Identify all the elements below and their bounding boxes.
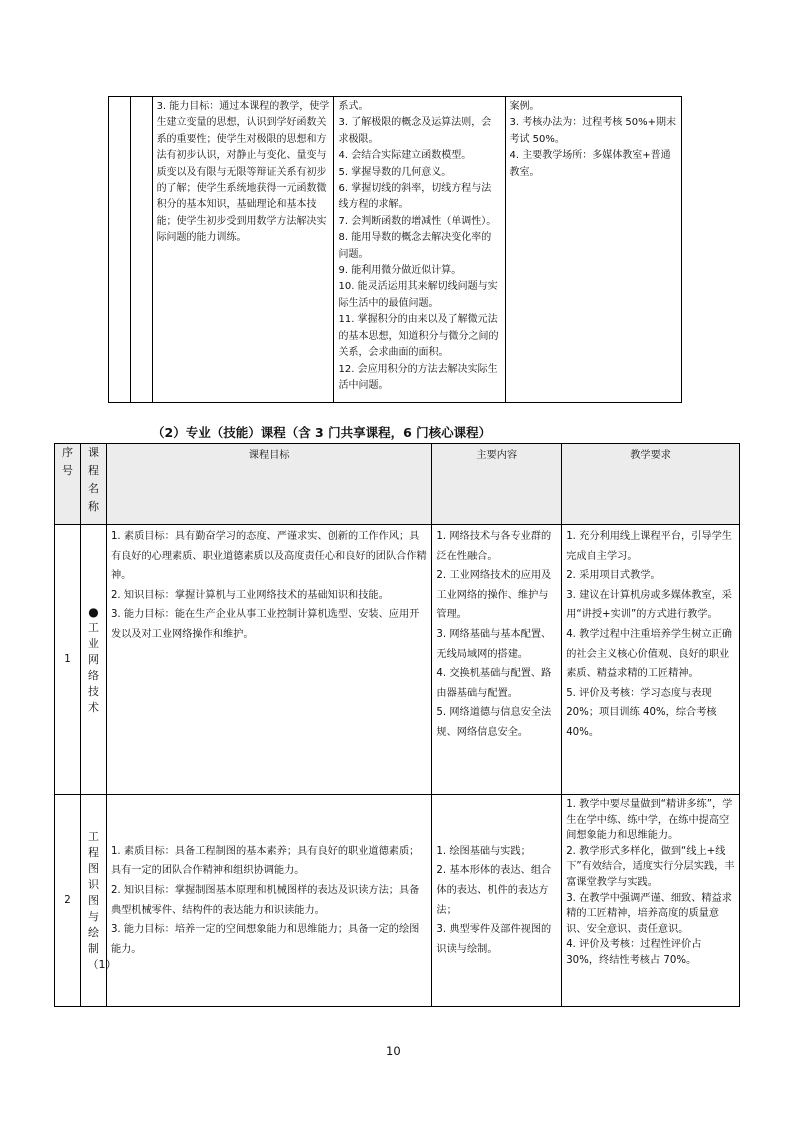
empty-number-cell — [109, 97, 131, 403]
table-row — [55, 795, 740, 1007]
goal-cell — [152, 97, 334, 403]
content-item: 6. 掌握切线的斜率，切线方程与法线方程的求解。 — [338, 183, 492, 211]
table-row — [55, 525, 740, 795]
continued-course-table — [108, 96, 682, 403]
requirement-item: 4. 主要教学场所：多媒体教室+普通教室。 — [509, 150, 671, 178]
header-teaching-requirements: 教学要求 — [562, 444, 740, 525]
content-item: 系式。 — [338, 101, 369, 112]
goal-item: 1. 素质目标：具有勤奋学习的态度、严谨求实、创新的工作作风；具有良好的心理素质、职业道德素质以及高度责任心和良好的团队合作精神。 — [110, 531, 427, 582]
content-item: 4. 会结合实际建立函数模型。 — [338, 150, 472, 162]
goal-item: 3. 能力目标：能在生产企业从事工业控制计算机选型、安装、应用开发以及对工业网络操作和维护。 — [110, 609, 420, 640]
goal-item: 2. 知识目标：掌握计算机与工业网络技术的基础知识和技能。 — [110, 589, 389, 601]
content-item: 5. 网络道德与信息安全法规、网络信息安全。 — [436, 707, 552, 738]
requirement-cell — [562, 525, 740, 795]
header-number: 序号 — [55, 444, 81, 525]
section-caption: （2）专业（技能）课程（含 3 门共享课程，6 门核心课程） — [152, 425, 492, 440]
requirement-cell — [562, 795, 740, 1007]
goal-item: 3. 能力目标：通过本课程的教学，使学生建立变量的思想，认识到学好函数关系的重要性；使学生对极限的思想和方法有初步认识，对静止与变化、量变与质变以及有限与无限等辩证关系有初步的了解；使学生系统地获得一元函数微积分的基本知识，基础理论和基本技能；使学生初步受到用数学方法解决实际问题的能力训练。 — [156, 101, 330, 244]
content-cell — [432, 525, 562, 795]
goal-cell — [106, 795, 431, 1007]
requirement-item: 2. 采用项目式教学。 — [566, 570, 661, 582]
content-item: 12. 会应用积分的方法去解决实际生活中问题。 — [338, 363, 498, 391]
requirement-item: 3. 建议在计算机房或多媒体教室，采用“讲授+实训”的方式进行教学。 — [566, 589, 732, 621]
content-item: 1. 网络技术与各专业群的泛在性融合。 — [436, 531, 552, 562]
requirement-item: 2. 教学形式多样化，做到“线上+线下”有效结合，适度实行分层实践，丰富课堂教学与实践。 — [566, 845, 735, 888]
content-item: 8. 能用导数的概念去解决变化率的问题。 — [338, 232, 492, 260]
row-number: 2 — [55, 795, 81, 1007]
content-item: 3. 网络基础与基本配置、无线局域网的搭建。 — [436, 628, 552, 660]
header-main-content: 主要内容 — [432, 444, 562, 525]
content-item: 3. 了解极限的概念及运算法则，会求极限。 — [338, 117, 492, 145]
requirement-cell — [505, 97, 682, 403]
course-name: 工业网络技术 — [87, 620, 99, 714]
content-item: 7. 会判断函数的增减性（单调性）。 — [338, 215, 497, 227]
empty-name-cell — [130, 97, 152, 403]
requirement-item: 4. 评价及考核：过程性评价占 30%，终结性考核占 70%。 — [566, 939, 702, 966]
content-item: 2. 基本形体的表达、组合体的表达、机件的表达方法； — [436, 865, 552, 916]
content-item: 2. 工业网络技术的应用及工业网络的操作、维护与管理。 — [436, 570, 552, 621]
goal-item: 2. 知识目标：掌握制图基本原理和机械图样的表达及识读方法；具备典型机械零件、结构件的表达能力和识读能力。 — [110, 884, 420, 916]
course-name-cell — [80, 525, 106, 795]
core-course-bullet: ● — [88, 604, 99, 619]
requirement-item: 1. 充分利用线上课程平台，引导学生完成自主学习。 — [566, 531, 732, 562]
requirement-item: 3. 考核办法为：过程考核 50%+期末考试 50%。 — [509, 117, 677, 145]
requirement-item: 4. 教学过程中注重培养学生树立正确的社会主义核心价值观、良好的职业素质、精益求精的工匠精神。 — [566, 628, 732, 680]
course-name: 工程图识图与绘制（1） — [87, 829, 117, 971]
row-number: 1 — [55, 525, 81, 795]
requirement-item: 案例。 — [509, 101, 540, 112]
content-cell — [432, 795, 562, 1007]
content-item: 5. 掌握导数的几何意义。 — [338, 166, 452, 178]
page-number: 10 — [386, 1044, 401, 1058]
content-item: 9. 能利用微分做近似计算。 — [338, 265, 462, 277]
goal-item: 3. 能力目标：培养一定的空间想象能力和思维能力；具备一定的绘图能力。 — [110, 924, 420, 955]
goal-item: 1. 素质目标：具备工程制图的基本素养；具有良好的职业道德素质；具有一定的团队合作精神和组织协调能力。 — [110, 845, 420, 877]
course-name-cell — [80, 795, 117, 1007]
content-item: 10. 能灵活运用其来解切线问题与实际生活中的最值问题。 — [338, 281, 498, 309]
header-course-goal: 课程目标 — [106, 444, 431, 525]
content-item: 11. 掌握积分的由来以及了解微元法的基本思想，知道积分与微分之间的关系，会求曲面的面积。 — [338, 314, 499, 359]
table-header-row — [55, 444, 740, 525]
goal-cell — [106, 525, 431, 795]
content-item: 3. 典型零件及部件视图的识读与绘制。 — [436, 924, 552, 955]
professional-course-table — [54, 443, 740, 1007]
content-cell — [334, 97, 505, 403]
content-item: 4. 交换机基础与配置、路由器基础与配置。 — [436, 668, 552, 699]
requirement-item: 3. 在教学中强调严谨、细致、精益求精的工匠精神，培养高度的质量意识、安全意识、责任意识。 — [566, 892, 732, 935]
table-row — [109, 97, 682, 403]
content-item: 1. 绘图基础与实践； — [436, 845, 531, 857]
header-course-name: 课程名称 — [80, 444, 106, 525]
requirement-item: 5. 评价及考核：学习态度与表现 20%；项目训练 40%，综合考核 40%。 — [566, 687, 717, 738]
requirement-item: 1. 教学中要尽量做到“精讲多练”，学生在学中练、练中学，在练中提高空间想象能力和思维能力。 — [566, 799, 733, 842]
